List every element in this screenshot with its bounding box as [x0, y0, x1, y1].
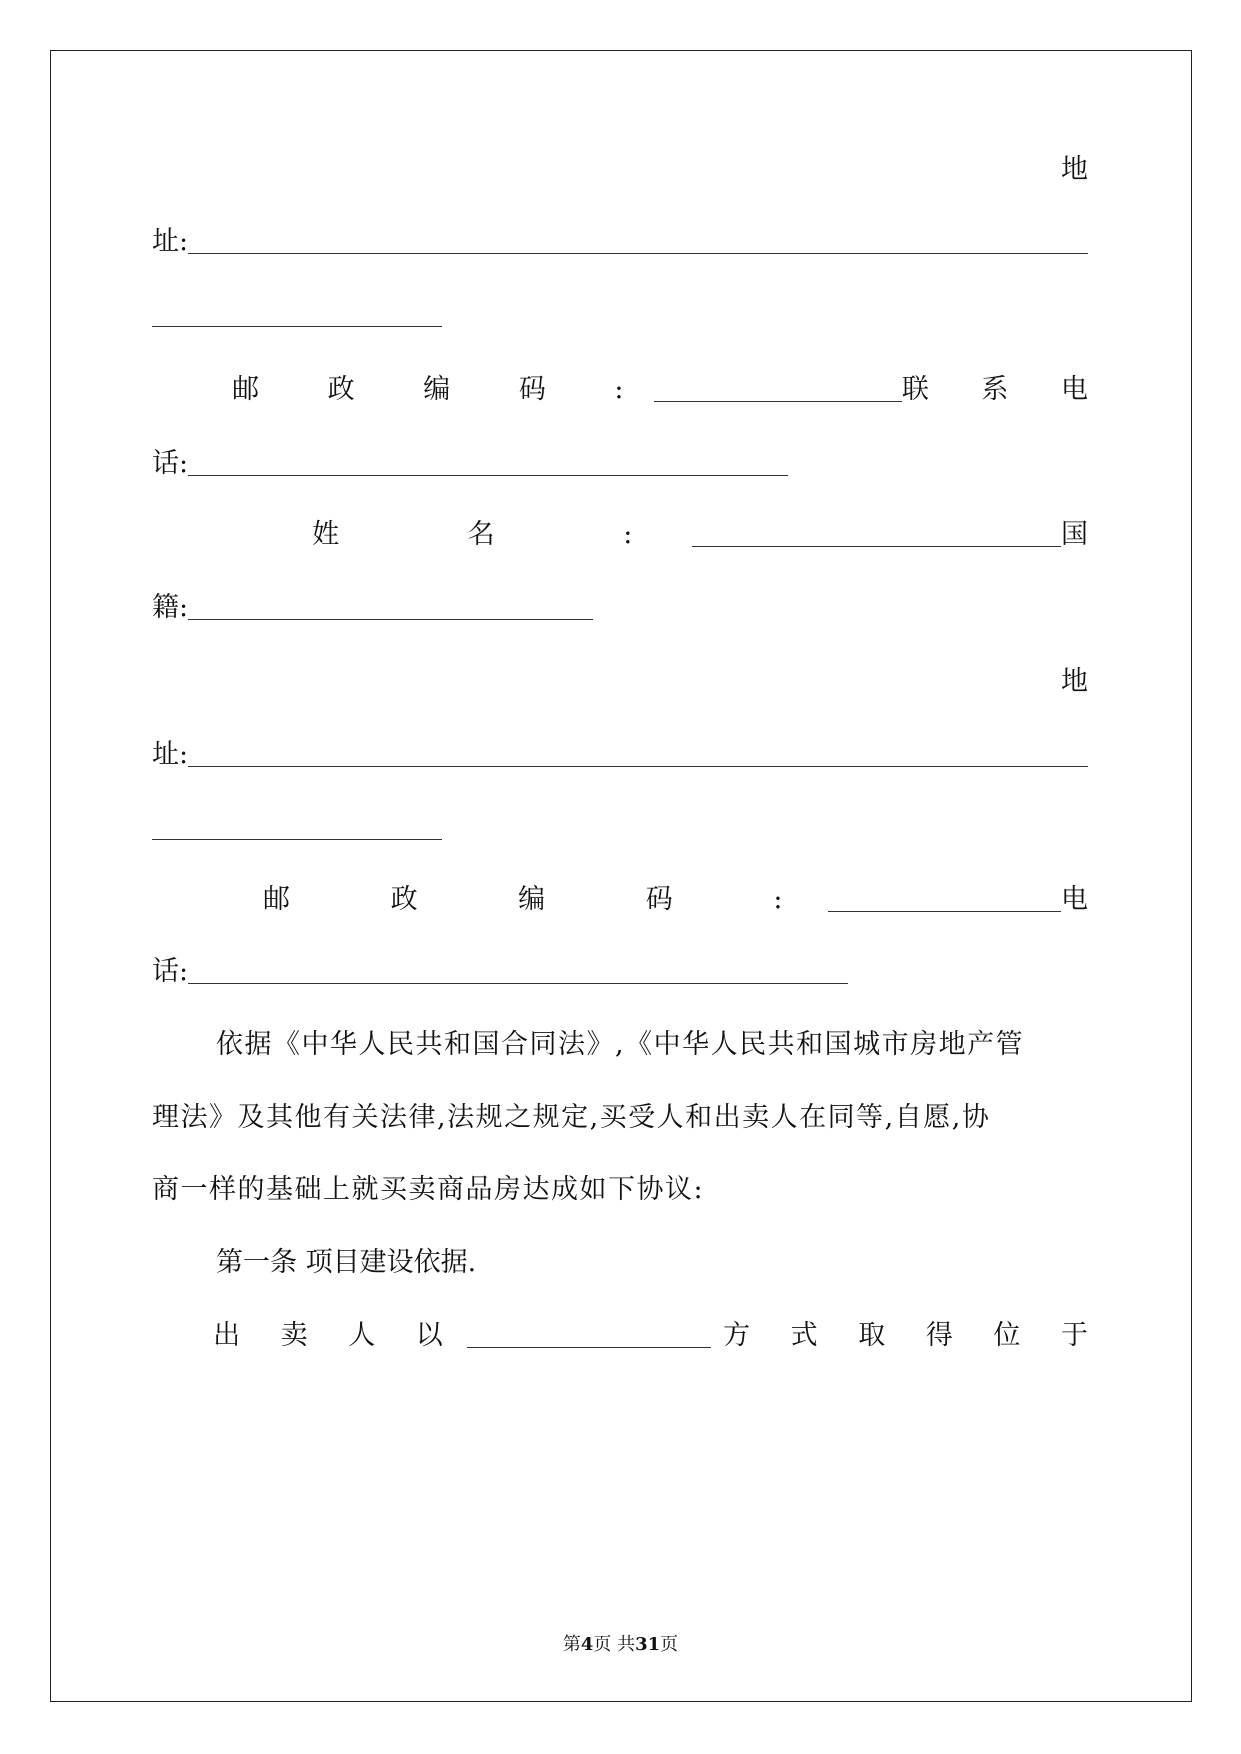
address-2-continue-line: [152, 808, 1088, 848]
paragraph-1-text-1: 依据《中华人民共和国合同法》,《中华人民共和国城市房地产管: [216, 1029, 1025, 1060]
address-1-continue-blank[interactable]: [152, 296, 442, 327]
postcode-2-line: [152, 880, 1088, 920]
article-1-title: 第一条 项目建设依据.: [216, 1247, 477, 1278]
paragraph-1-line-1: [216, 1025, 1088, 1065]
nationality-blank[interactable]: [188, 589, 593, 620]
nationality-head: 国: [1061, 519, 1088, 550]
address-1-label: 址:: [152, 226, 189, 257]
phone-1-head: 联 系 电: [901, 374, 1110, 405]
seller-prefix: 出 卖 人 以: [213, 1320, 459, 1351]
seller-suffix: 方 式 取 得 位 于: [723, 1320, 1104, 1351]
address-2-blank[interactable]: [188, 736, 1088, 767]
postcode-2-label: 邮 政 编 码 :: [263, 884, 829, 915]
address-1-head-line: [152, 150, 1088, 190]
address-2-head-line: [152, 662, 1088, 702]
postcode-1-blank[interactable]: [654, 371, 902, 402]
footer-suffix: 页: [660, 1634, 679, 1655]
address-1-continue-line: [152, 295, 1088, 335]
phone-1-line: [152, 444, 1088, 484]
phone-2-label: 话:: [152, 956, 189, 987]
name-label: 姓 名 :: [312, 519, 693, 550]
address-1-head: 地: [1061, 154, 1088, 185]
address-1-blank[interactable]: [188, 223, 1088, 254]
footer-mid: 页 共: [593, 1634, 636, 1655]
paragraph-1-line-2: [152, 1098, 1088, 1138]
address-2-line: [152, 735, 1088, 775]
postcode-2-blank[interactable]: [828, 881, 1061, 912]
seller-line: [152, 1316, 1104, 1356]
phone-1-label: 话:: [152, 448, 189, 479]
nationality-line: [152, 588, 1088, 628]
nationality-label: 籍:: [152, 592, 189, 623]
paragraph-1-line-3: [152, 1170, 1088, 1210]
postcode-1-line: [152, 370, 1110, 410]
address-2-head: 地: [1061, 666, 1088, 697]
name-line: [152, 515, 1088, 555]
footer-prefix: 第: [562, 1634, 581, 1655]
paragraph-1-text-2: 理法》及其他有关法律,法规之规定,买受人和出卖人在同等,自愿,协: [152, 1102, 991, 1133]
page-footer: [0, 1630, 1241, 1656]
paragraph-1-text-3: 商一样的基础上就买卖商品房达成如下协议:: [152, 1174, 705, 1205]
article-1-line: [216, 1243, 1088, 1283]
phone-2-line: [152, 952, 1088, 992]
phone-1-blank[interactable]: [188, 445, 788, 476]
address-1-line: [152, 222, 1088, 262]
seller-method-blank[interactable]: [467, 1317, 711, 1348]
phone-2-head: 电: [1061, 884, 1088, 915]
address-2-continue-blank[interactable]: [152, 809, 442, 840]
phone-2-blank[interactable]: [188, 953, 848, 984]
address-2-label: 址:: [152, 739, 189, 770]
name-blank[interactable]: [692, 516, 1061, 547]
footer-page-number: 4: [580, 1634, 594, 1655]
footer-total-pages: 31: [635, 1634, 661, 1655]
postcode-1-label: 邮 政 编 码 :: [232, 374, 654, 405]
